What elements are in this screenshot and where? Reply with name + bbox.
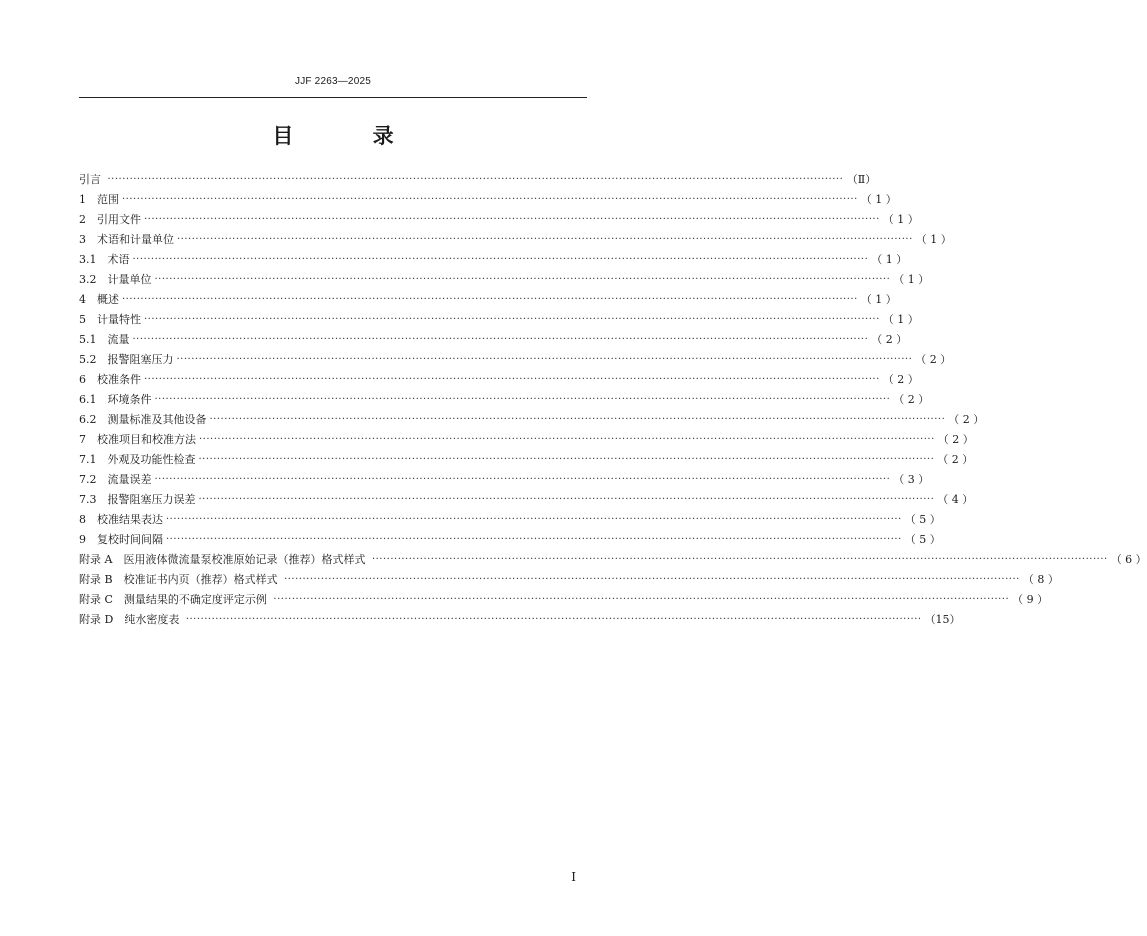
toc-entry-label: 附录 C 测量结果的不确定度评定示例 (79, 593, 271, 606)
dot-leader: ········································································································································································································ (144, 314, 880, 325)
dot-leader: ········································································································································································································ (132, 254, 869, 265)
dot-leader: ········································································································································································································ (199, 434, 935, 445)
toc-entry[interactable] (79, 187, 897, 207)
toc-entry-label: 4 概述 (79, 293, 119, 306)
toc-entry-label: 附录 D 纯水密度表 (79, 613, 183, 626)
toc-entry-page: （ 2 ） (948, 413, 985, 426)
toc-entry-page: （15） (924, 613, 961, 626)
toc-entry-label: 1 范围 (79, 193, 119, 206)
toc-entry-label: 5 计量特性 (79, 313, 141, 326)
toc-entry[interactable] (79, 167, 877, 187)
document-code-header: JJF 2263—2025 (295, 76, 371, 87)
toc-entry-page: （ 3 ） (893, 473, 930, 486)
dot-leader: ········································································································································································································ (154, 394, 891, 405)
toc-entry[interactable] (79, 567, 1059, 587)
dot-leader: ········································································································································································································ (176, 354, 913, 365)
toc-entry-label: 附录 B 校准证书内页（推荐）格式样式 (79, 573, 282, 586)
toc-entry-page: （ 2 ） (915, 353, 952, 366)
toc-entry[interactable] (79, 607, 961, 627)
toc-entry[interactable] (79, 247, 908, 267)
toc-entry-page: （ 2 ） (937, 453, 974, 466)
toc-entry[interactable] (79, 327, 908, 347)
toc-entry-page: （ 2 ） (937, 433, 974, 446)
toc-entry[interactable] (79, 527, 941, 547)
dot-leader: ········································································································································································································ (273, 594, 1010, 605)
toc-entry[interactable] (79, 347, 952, 367)
toc-entry-label: 引言 (79, 173, 105, 186)
page-number: Ⅰ (571, 870, 576, 884)
toc-entry-label: 3 术语和计量单位 (79, 233, 174, 246)
dot-leader: ········································································································································································································ (198, 454, 935, 465)
toc-entry-page: （ 2 ） (893, 393, 930, 406)
toc-entry-page: （ 1 ） (882, 313, 919, 326)
toc-entry-label: 8 校准结果表达 (79, 513, 163, 526)
toc-entry-label: 3.1 术语 (79, 253, 130, 266)
toc-entry-page: （ 2 ） (871, 333, 908, 346)
dot-leader: ········································································································································································································ (154, 474, 891, 485)
toc-entry[interactable] (79, 287, 897, 307)
toc-entry[interactable] (79, 387, 930, 407)
toc-entry-label: 7 校准项目和校准方法 (79, 433, 196, 446)
toc-entry[interactable] (79, 487, 974, 507)
dot-leader: ········································································································································································································ (154, 274, 891, 285)
toc-entry-label: 5.1 流量 (79, 333, 130, 346)
toc-entry[interactable] (79, 307, 919, 327)
toc-entry-label: 5.2 报警阻塞压力 (79, 353, 174, 366)
dot-leader: ········································································································································································································ (107, 174, 844, 185)
toc-entry[interactable] (79, 267, 930, 287)
toc-entry-page: （Ⅱ） (846, 173, 877, 186)
dot-leader: ········································································································································································································ (371, 554, 1108, 565)
toc-entry-label: 6.1 环境条件 (79, 393, 152, 406)
dot-leader: ········································································································································································································ (185, 614, 922, 625)
toc-entry-label: 3.2 计量单位 (79, 273, 152, 286)
toc-entry-page: （ 5 ） (904, 513, 941, 526)
toc-entry-label: 7.3 报警阻塞压力误差 (79, 493, 196, 506)
toc-entry-page: （ 6 ） (1110, 553, 1147, 566)
dot-leader: ········································································································································································································ (144, 374, 880, 385)
toc-entry[interactable] (79, 447, 974, 467)
dot-leader: ········································································································································································································ (166, 514, 902, 525)
toc-entry[interactable] (79, 507, 941, 527)
toc-entry-label: 7.2 流量误差 (79, 473, 152, 486)
toc-entry-page: （ 1 ） (860, 193, 897, 206)
header-divider (79, 97, 587, 98)
dot-leader: ········································································································································································································ (132, 334, 869, 345)
table-of-contents (79, 167, 1147, 627)
page-title: 目 录 (272, 123, 430, 148)
toc-entry-page: （ 5 ） (904, 533, 941, 546)
toc-entry[interactable] (79, 207, 919, 227)
dot-leader: ········································································································································································································ (177, 234, 913, 245)
toc-entry-label: 附录 A 医用液体微流量泵校准原始记录（推荐）格式样式 (79, 553, 369, 566)
toc-entry-page: （ 1 ） (915, 233, 952, 246)
toc-entry-label: 2 引用文件 (79, 213, 141, 226)
toc-entry-label: 7.1 外观及功能性检查 (79, 453, 196, 466)
toc-entry-label: 6 校准条件 (79, 373, 141, 386)
toc-entry-page: （ 9 ） (1012, 593, 1049, 606)
dot-leader: ········································································································································································································ (144, 214, 880, 225)
toc-entry[interactable] (79, 407, 985, 427)
toc-entry[interactable] (79, 227, 952, 247)
dot-leader: ········································································································································································································ (122, 294, 858, 305)
toc-entry[interactable] (79, 367, 919, 387)
toc-entry-page: （ 8 ） (1022, 573, 1059, 586)
toc-entry-label: 6.2 测量标准及其他设备 (79, 413, 207, 426)
toc-entry-label: 9 复校时间间隔 (79, 533, 163, 546)
toc-entry-page: （ 1 ） (860, 293, 897, 306)
toc-entry[interactable] (79, 547, 1147, 567)
dot-leader: ········································································································································································································ (209, 414, 946, 425)
dot-leader: ········································································································································································································ (284, 574, 1020, 585)
dot-leader: ········································································································································································································ (122, 194, 858, 205)
toc-entry-page: （ 1 ） (871, 253, 908, 266)
toc-entry-page: （ 1 ） (882, 213, 919, 226)
toc-entry-page: （ 1 ） (893, 273, 930, 286)
toc-entry[interactable] (79, 587, 1049, 607)
toc-entry-page: （ 4 ） (937, 493, 974, 506)
dot-leader: ········································································································································································································ (166, 534, 902, 545)
dot-leader: ········································································································································································································ (198, 494, 935, 505)
toc-entry[interactable] (79, 467, 930, 487)
toc-entry-page: （ 2 ） (882, 373, 919, 386)
toc-entry[interactable] (79, 427, 974, 447)
